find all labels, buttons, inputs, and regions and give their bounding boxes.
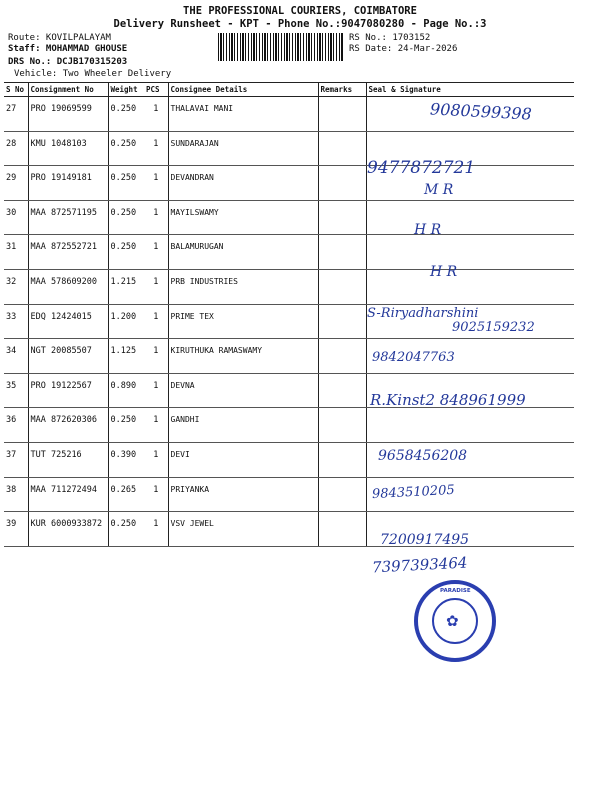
row-pcs: 1 <box>144 166 168 201</box>
signature-35: 9658456208 <box>378 448 468 464</box>
barcode-image <box>218 33 344 61</box>
row-pcs: 1 <box>144 442 168 477</box>
row-consignment-no: PRO 19122567 <box>28 373 108 408</box>
row-pcs: 1 <box>144 477 168 512</box>
company-title: THE PROFESSIONAL COURIERS, COIMBATORE <box>183 5 417 17</box>
row-consignment-no: MAA 872552721 <box>28 235 108 270</box>
row-remarks <box>318 235 366 270</box>
row-consignment-no: MAA 711272494 <box>28 477 108 512</box>
row-sno: 33 <box>4 304 28 339</box>
row-pcs: 1 <box>144 304 168 339</box>
row-sno: 27 <box>4 97 28 132</box>
row-consignee: GANDHI <box>168 408 318 443</box>
table-row <box>4 269 574 304</box>
signature-32b: 9025159232 <box>452 320 535 335</box>
row-pcs: 1 <box>144 269 168 304</box>
table-row <box>4 477 574 512</box>
row-consignee: PRIYANKA <box>168 477 318 512</box>
col-header-signature: Seal & Signature <box>366 83 574 97</box>
row-weight: 1.125 <box>108 339 144 374</box>
table-row <box>4 200 574 235</box>
row-sno: 30 <box>4 200 28 235</box>
row-consignment-no: NGT 20085507 <box>28 339 108 374</box>
row-sno: 35 <box>4 373 28 408</box>
row-sno: 29 <box>4 166 28 201</box>
row-weight: 0.390 <box>108 442 144 477</box>
row-weight: 0.250 <box>108 235 144 270</box>
row-signature <box>366 200 574 235</box>
row-remarks <box>318 442 366 477</box>
row-weight: 0.250 <box>108 200 144 235</box>
row-sno: 37 <box>4 442 28 477</box>
row-sno: 36 <box>4 408 28 443</box>
row-consignee: VSV JEWEL <box>168 512 318 547</box>
col-header-sno: S No <box>4 83 28 97</box>
row-weight: 1.215 <box>108 269 144 304</box>
row-consignment-no: PRO 19149181 <box>28 166 108 201</box>
seal-logo-icon: ✿ <box>446 612 459 630</box>
col-header-weight: Weight <box>108 83 144 97</box>
row-consignee: PRB INDUSTRIES <box>168 269 318 304</box>
row-weight: 0.250 <box>108 166 144 201</box>
signature-30: H R <box>414 222 442 238</box>
row-consignment-no: TUT 725216 <box>28 442 108 477</box>
row-pcs: 1 <box>144 339 168 374</box>
row-sno: 28 <box>4 131 28 166</box>
row-consignee: DEVI <box>168 442 318 477</box>
signature-28: 9477872721 <box>367 158 476 178</box>
row-consignee: SUNDARAJAN <box>168 131 318 166</box>
row-signature <box>366 408 574 443</box>
row-remarks <box>318 304 366 339</box>
row-consignment-no: MAA 872620306 <box>28 408 108 443</box>
row-sno: 32 <box>4 269 28 304</box>
row-pcs: 1 <box>144 408 168 443</box>
row-consignee: KIRUTHUKA RAMASWAMY <box>168 339 318 374</box>
row-pcs: 1 <box>144 235 168 270</box>
table-row <box>4 131 574 166</box>
row-weight: 0.265 <box>108 477 144 512</box>
row-sno: 31 <box>4 235 28 270</box>
row-consignment-no: MAA 872571195 <box>28 200 108 235</box>
runsheet-table <box>4 82 574 547</box>
row-remarks <box>318 166 366 201</box>
row-remarks <box>318 512 366 547</box>
row-sno: 38 <box>4 477 28 512</box>
row-signature <box>366 269 574 304</box>
runsheet-subtitle: Delivery Runsheet - KPT - Phone No.:9047080280 - Page No.:3 <box>113 18 487 30</box>
row-remarks <box>318 200 366 235</box>
row-consignee: MAYILSWAMY <box>168 200 318 235</box>
col-header-consignee: Consignee Details <box>168 83 318 97</box>
row-weight: 0.890 <box>108 373 144 408</box>
col-header-remarks: Remarks <box>318 83 366 97</box>
signature-36: 9843510205 <box>371 482 456 503</box>
row-remarks <box>318 269 366 304</box>
row-pcs: 1 <box>144 97 168 132</box>
staff-label: Staff: MOHAMMAD GHOUSE <box>8 44 128 54</box>
row-sno: 34 <box>4 339 28 374</box>
col-header-consignment: Consignment No <box>28 83 108 97</box>
row-consignment-no: KUR 6000933872 <box>28 512 108 547</box>
table-row <box>4 442 574 477</box>
row-remarks <box>318 373 366 408</box>
row-remarks <box>318 131 366 166</box>
row-weight: 0.250 <box>108 512 144 547</box>
row-remarks <box>318 477 366 512</box>
table-row <box>4 408 574 443</box>
row-pcs: 1 <box>144 131 168 166</box>
col-header-pcs: PCS <box>144 83 168 97</box>
vehicle-label: Vehicle: Two Wheeler Delivery <box>14 69 172 79</box>
row-weight: 0.250 <box>108 97 144 132</box>
table-row <box>4 235 574 270</box>
row-consignee: DEVNA <box>168 373 318 408</box>
row-weight: 1.200 <box>108 304 144 339</box>
rs-date: RS Date: 24-Mar-2026 <box>349 44 458 54</box>
signature-32a: S-Riryadharshini <box>367 306 479 321</box>
row-consignment-no: PRO 19069599 <box>28 97 108 132</box>
table-row <box>4 512 574 547</box>
signature-31: H R <box>430 264 458 280</box>
row-consignee: BALAMURUGAN <box>168 235 318 270</box>
row-remarks <box>318 408 366 443</box>
row-consignee: DEVANDRAN <box>168 166 318 201</box>
table-row <box>4 339 574 374</box>
row-pcs: 1 <box>144 512 168 547</box>
row-sno: 39 <box>4 512 28 547</box>
signature-33: 9842047763 <box>372 350 455 365</box>
row-pcs: 1 <box>144 373 168 408</box>
row-weight: 0.250 <box>108 408 144 443</box>
row-remarks <box>318 97 366 132</box>
signature-29: M R <box>424 182 454 198</box>
rs-number: RS No.: 1703152 <box>349 33 431 43</box>
signature-27: 9080599398 <box>429 99 533 124</box>
row-consignee: PRIME TEX <box>168 304 318 339</box>
row-signature <box>366 235 574 270</box>
row-weight: 0.250 <box>108 131 144 166</box>
row-consignment-no: MAA 578609200 <box>28 269 108 304</box>
seal-inner-ring <box>432 598 478 644</box>
signature-38: 7397393464 <box>371 553 468 577</box>
company-seal-stamp <box>414 580 496 662</box>
signature-37: 7200917495 <box>380 532 470 548</box>
row-pcs: 1 <box>144 200 168 235</box>
drs-label: DRS No.: DCJB170315203 <box>8 57 128 67</box>
table-row <box>4 166 574 201</box>
row-consignment-no: EDQ 12424015 <box>28 304 108 339</box>
seal-text: PARADISE <box>440 588 471 594</box>
table-header-row <box>4 83 574 97</box>
row-remarks <box>318 339 366 374</box>
route-label: Route: KOVILPALAYAM <box>8 33 111 43</box>
row-consignment-no: KMU 1048103 <box>28 131 108 166</box>
signature-34: R.Kinst2 848961999 <box>370 391 526 409</box>
row-consignee: THALAVAI MANI <box>168 97 318 132</box>
